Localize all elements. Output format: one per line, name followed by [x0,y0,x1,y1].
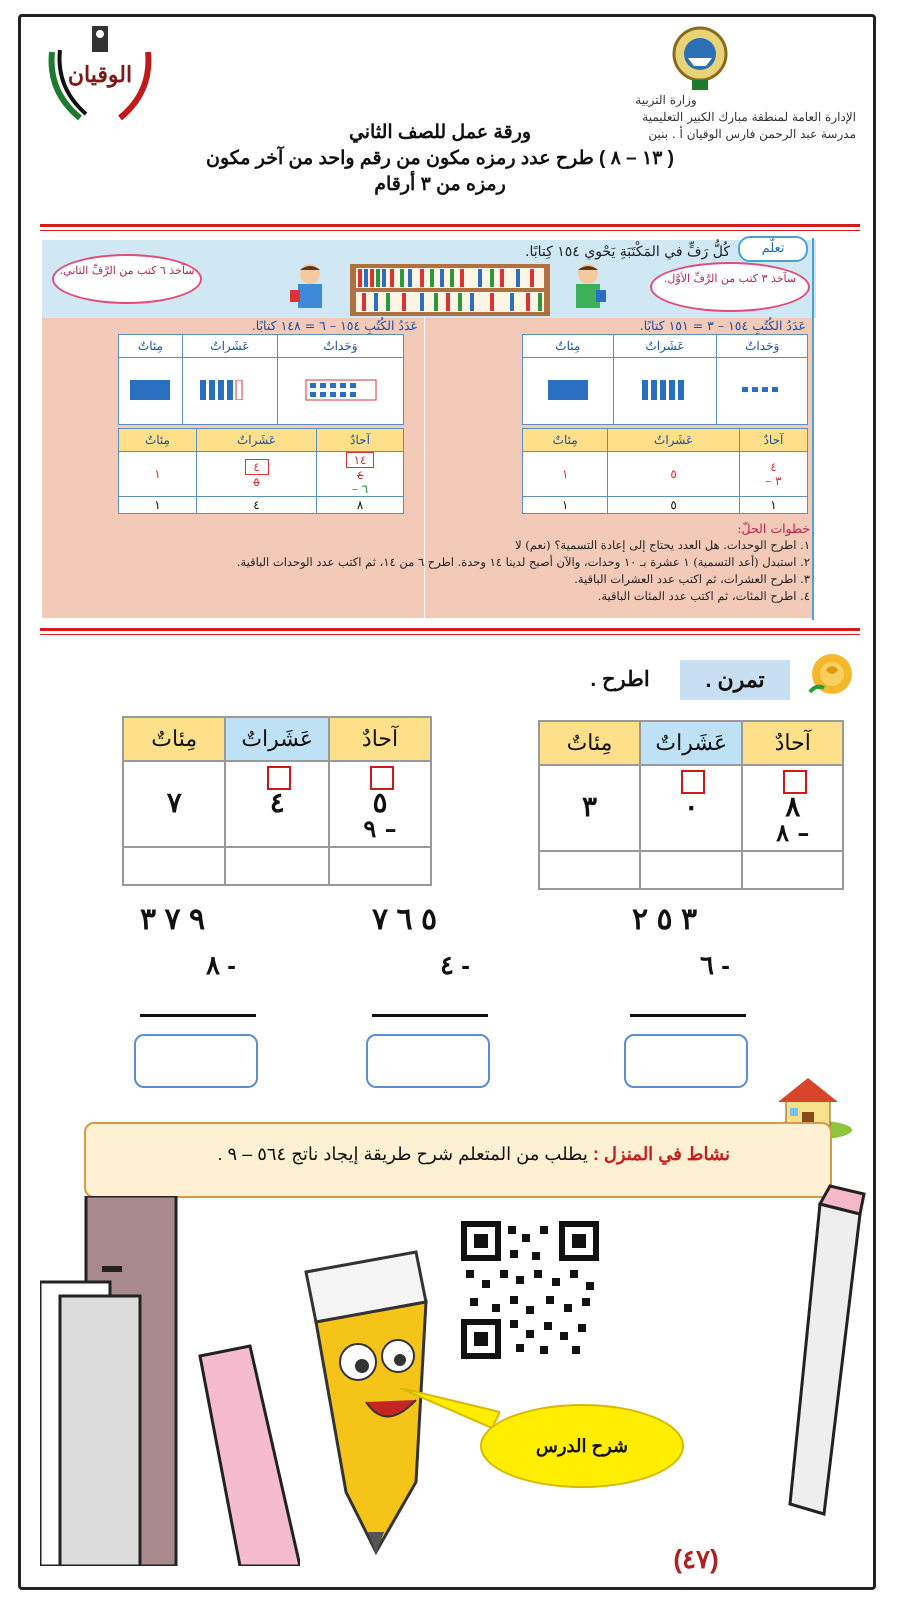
col-ones: آحادٌ [742,721,843,765]
home-label: نشاط في المنزل : [592,1144,730,1164]
ones-blocks [277,358,403,425]
hundreds-value: ١ [523,452,608,497]
lesson-explanation-callout[interactable]: شرح الدرس [480,1404,684,1488]
ones-original: ٤ [770,460,777,474]
problem-1-line [630,1014,746,1017]
tens-regroup: ٤ [245,459,269,475]
col-tens: عَشَراتٌ [196,429,316,452]
ones-cell [743,766,842,850]
place-table-right [522,428,808,514]
col-ones: آحادٌ [329,717,431,761]
district-name: الإدارة العامة لمنطقة مبارك الكبير التعليمية [642,110,856,124]
blocks-table-right [522,334,808,425]
ones-subtract: – ٦ [351,482,369,496]
answer-hundreds[interactable] [539,851,640,889]
tens-blocks [182,358,277,425]
col-hundreds: مِئاتٌ [523,429,608,452]
learn-intro: كُلُّ رَفٍّ في المَكْتَبَةِ يَحْوي ١٥٤ كِتابًا. [525,244,730,260]
tens-cell [226,762,328,846]
col-ones: آحادٌ [739,429,807,452]
divider-top-thin [40,230,860,231]
result-hundreds: ١ [119,497,197,514]
title-line-2: ( ١٣ – ٨ ) طرح عدد رمزه مكون من رقم واحد من آخر مكون [206,148,674,169]
steps-title: خطوات الحلّ: [737,521,810,536]
ones-subtrahend: ٩ – [363,814,397,843]
col-tens: عَشَراتٌ [225,717,329,761]
answer-ones[interactable] [742,851,843,889]
speech-bubble-right: سآخذ ٣ كتب من الرَّفِّ الأوَّل. [650,262,810,312]
title-line-3: رمزه من ٣ أرقام [374,174,506,195]
equation-right: عَدَدُ الكُتُبِ ١٥٤ – ٣ = ١٥١ كتابًا. [639,318,806,333]
solution-steps [60,520,810,605]
col-hundreds: مِئاتٌ [119,429,197,452]
speech-bubble-left: سآخذ ٦ كتب من الرَّفِّ الثاني. [52,254,202,304]
hundreds-blocks [119,358,183,425]
answer-hundreds[interactable] [123,847,225,885]
col-hundreds: مِئاتٌ [123,717,225,761]
school-name: مدرسة عبد الرحمن فارس الوقيان أ . بنين [648,127,856,141]
divider-mid [40,628,860,631]
logo-text: الوقيان [67,62,133,87]
ones-subtract: – ٣ [765,474,782,488]
problem-3-sub: ٨ - [206,950,236,980]
tens-digit: ٤ [269,786,285,819]
tens-cell [641,766,741,850]
pencil-illustration [780,1184,870,1530]
col-tens: عَشَراتٌ [182,335,277,358]
answer-ones[interactable] [329,847,431,885]
step-2: ٢. استبدل (أعد التسمية) ١ عشرة بـ ١٠ وحدات، والآن أصبح لدينا ١٤ وحدة. اطرح ٦ من ١٤، ثم اكتب عدد الوحدات الباقية. [236,555,810,569]
col-hundreds: مِئاتٌ [119,335,183,358]
problem-2-top: ٥ ٦ ٧ [372,903,438,936]
ones-blocks [717,358,808,425]
ones-original: ٤ [356,468,364,482]
problem-3-top: ٩ ٧ ٣ [140,903,206,936]
practice-table-left [122,716,432,886]
tens-original: ٥ [253,475,260,489]
hundreds-digit: ٣ [582,790,598,823]
tens-digit: ٠ [683,790,699,823]
books-illustration [40,1196,300,1566]
hundreds-cell [540,766,639,850]
practice-table-right [538,720,844,890]
ministry-name: وزارة التربية [635,93,697,107]
ones-value [317,452,404,497]
result-ones: ٨ [317,497,404,514]
hundreds-digit: ٧ [166,786,182,819]
place-table-left [118,428,404,514]
step-3: ٣. اطرح العشرات، ثم اكتب عدد العشرات الباقية. [574,572,810,586]
practice-label: تمرن . [680,660,790,700]
equation-left: عَدَدُ الكُتُبِ ١٥٤ – ٦ = ١٤٨ كتابًا. [251,318,418,333]
title-line-1: ورقة عمل للصف الثاني [348,122,532,143]
problem-1-answer-box[interactable] [624,1034,748,1088]
problem-3-line [140,1014,256,1017]
tens-value: ٥ [608,452,740,497]
col-ones: وَحَداتٌ [717,335,808,358]
result-hundreds: ١ [523,497,608,514]
col-ones: آحادٌ [317,429,404,452]
callout-pointer [400,1388,500,1428]
page-number: (٤٧) [673,1544,719,1574]
learn-side-rule [812,238,854,620]
problem-3-answer-box[interactable] [134,1034,258,1088]
hundreds-cell [124,762,224,846]
answer-tens[interactable] [640,851,742,889]
ones-subtrahend: ٨ – [776,818,810,847]
divider-mid-thin [40,634,860,635]
problem-1-top: ٣ ٥ ٢ [632,903,698,936]
col-tens: عَشَراتٌ [640,721,742,765]
col-ones: وَحَداتٌ [277,335,403,358]
result-tens: ٤ [196,497,316,514]
home-text: يطلب من المتعلم شرح طريقة إيجاد ناتج ٥٦٤ – ٩ . [217,1144,588,1164]
practice-instruction: اطرح . [590,668,650,691]
result-ones: ١ [739,497,807,514]
home-activity [110,1144,730,1165]
tens-value [196,452,316,497]
boy-right-icon [568,262,608,316]
problem-2-line [372,1014,488,1017]
answer-tens[interactable] [225,847,329,885]
problem-2-answer-box[interactable] [366,1034,490,1088]
ones-cell [330,762,430,846]
ones-digit: ٥ [372,786,388,819]
step-1: ١. اطرح الوحدات. هل العدد يحتاج إلى إعادة التسمية؟ (نعم) لا [515,538,810,552]
problem-1-sub: ٦ - [700,950,730,980]
qr-code[interactable] [460,1220,600,1360]
step-4: ٤. اطرح المئات، ثم اكتب عدد المئات الباقية. [597,589,810,603]
boy-left-icon [290,262,330,316]
tens-blocks [613,358,717,425]
school-logo [40,22,160,132]
rose-icon [800,648,860,704]
kuwait-emblem [670,24,730,92]
worksheet-title [60,120,820,198]
divider-top [40,224,860,227]
learn-tag: تعلّم [738,236,808,262]
col-tens: عَشَراتٌ [613,335,717,358]
ones-value [739,452,807,497]
col-hundreds: مِئاتٌ [523,335,614,358]
bookshelf-illustration [350,264,550,316]
ones-digit: ٨ [785,790,801,823]
hundreds-blocks [523,358,614,425]
ones-regroup: ١٤ [346,452,374,468]
col-tens: عَشَراتٌ [608,429,740,452]
blocks-table-left [118,334,404,425]
result-tens: ٥ [608,497,740,514]
col-hundreds: مِئاتٌ [539,721,640,765]
hundreds-value: ١ [119,452,197,497]
problem-2-sub: ٤ - [440,950,470,980]
